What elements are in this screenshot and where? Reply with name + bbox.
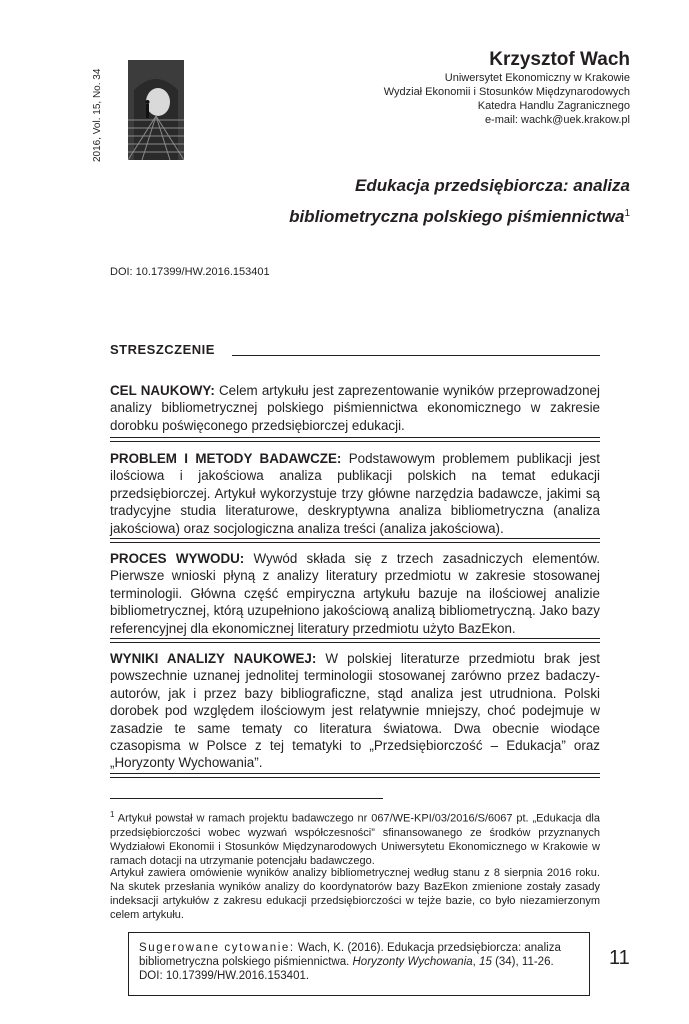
journal-cover-image xyxy=(128,60,184,160)
footnote-text: Artykuł zawiera omówienie wyników analizy bibliometrycznej według stanu z 8 sierpnia 2016 roku. Na skutek przesłania wyników analizy do koordynatorów bazy BazEkon zmienione zostały zasady indeksacji artykułów z zakresu edukacji przedsiębiorczości w tejże bazie, co było niezamierzonym celem artykułu. xyxy=(110,867,600,921)
section-text: Wywód składa się z trzech zasadniczych elementów. Pierwsze wnioski płyną z analizy literatury przedmiotu w zakresie stosowanej terminologii. Główna część empiryczna artykułu bazuje na ilościowej analizie bibliometrycznej, którą uzupełniono jakościową analizą bibliometryczną. Jako bazy referencyjnej dla ekonomicznej literatury przedmiotu użyto BazEkon. xyxy=(110,551,600,636)
summary-heading-rule xyxy=(232,355,600,356)
journal-volume-label: 2016, Vol. 15, No. 34 xyxy=(92,68,103,162)
abstract-section-results xyxy=(110,650,600,772)
abstract-section-process xyxy=(110,550,600,637)
abstract-section-aim xyxy=(110,382,600,434)
section-text: Podstawowym problemem publikacji jest ilościowa i jakościowa analiza publikacji polskich na temat edukacji przedsiębiorczej. Artykuł wykorzystuje trzy główne narzędzia badawcze, jakimi są tradycyjne studia literaturowe, deskryptywna analiza bibliometryczna (analiza jakościowa) oraz socjologiczna analiza treści (analiza jakościowa). xyxy=(110,451,600,536)
footnote-1 xyxy=(110,808,600,868)
section-label: PROBLEM I METODY BADAWCZE: xyxy=(110,451,342,466)
tunnel-figure-icon xyxy=(128,60,184,160)
citation-journal: Horyzonty Wychowania xyxy=(352,956,473,968)
section-divider xyxy=(110,773,600,778)
author-name: Krzysztof Wach xyxy=(489,49,630,70)
section-text: W polskiej literaturze przedmiotu brak jest powszechnie uznanej jednolitej terminologii stosowanej zarówno przez badaczy-autorów, jak i przez bazy bibliograficzne, stąd analiza jest utrudniona. Polski dorobek pod względem ilościowym jest relatywnie mniejszy, choć podejmuje w zasadzie te same tematy co literatura światowa. Dwa obecnie wiodące czasopisma w Polsce z tej tematyki to „Przedsiębiorczość – Edukacja” oraz „Horyzonty Wychowania”. xyxy=(110,651,600,771)
citation-text: Wach, K. (2016). Edukacja przedsiębiorcza: analiza bibliometryczna polskiego piśmiennictwa. xyxy=(139,942,561,968)
citation-issue-pages-doi: (34), 11-26. DOI: 10.17399/HW.2016.153401. xyxy=(139,956,554,982)
author-affiliation-university: Uniwersytet Ekonomiczny w Krakowie xyxy=(444,72,630,84)
author-email[interactable]: e-mail: wachk@uek.krakow.pl xyxy=(484,114,630,126)
author-block xyxy=(384,49,630,127)
citation-separator: , xyxy=(472,956,476,968)
abstract-section-problem-methods xyxy=(110,450,600,537)
title-footnote-mark[interactable]: 1 xyxy=(624,208,630,219)
article-title-line-1: Edukacja przedsiębiorcza: analiza xyxy=(355,176,630,195)
author-affiliation-faculty: Wydział Ekonomii i Stosunków Międzynarodowych xyxy=(383,86,630,98)
footnote-text: Artykuł powstał w ramach projektu badawczego nr 067/WE-KPI/03/2016/S/6067 pt. „Edukacja dla przedsiębiorczości wobec wyzwań współczesności” sfinansowanego ze środków przyznanych Wydziałowi Ekonomii i Stosunków Międzynarodowych Uniwersytetu Ekonomicznego w Krakowie w ramach dotacji na utrzymanie potencjału badawczego. xyxy=(110,812,600,867)
section-divider xyxy=(110,538,600,543)
footnote-1-continued xyxy=(110,866,600,922)
section-label: WYNIKI ANALIZY NAUKOWEJ: xyxy=(110,651,317,666)
doi: DOI: 10.17399/HW.2016.153401 xyxy=(110,266,270,278)
summary-heading: STRESZCZENIE xyxy=(110,342,215,357)
section-label: CEL NAUKOWY: xyxy=(110,383,215,398)
citation-lead: Sugerowane cytowanie: xyxy=(139,942,295,954)
citation-volume: 15 xyxy=(479,956,492,968)
footnote-separator xyxy=(110,798,383,799)
page-number: 11 xyxy=(609,947,630,969)
section-divider xyxy=(110,638,600,643)
author-affiliation-department: Katedra Handlu Zagranicznego xyxy=(477,100,630,112)
footnote-mark: 1 xyxy=(110,810,115,819)
section-label: PROCES WYWODU: xyxy=(110,551,245,566)
section-text: Celem artykułu jest zaprezentowanie wyników przeprowadzonej analizy bibliometrycznej polskiego piśmiennictwa ekonomicznego w zakresie dorobku poświęconego przedsiębiorczej edukacji. xyxy=(110,383,600,433)
suggested-citation-box xyxy=(128,932,590,996)
article-title-line-2: bibliometryczna polskiego piśmiennictwa xyxy=(289,207,625,226)
article-title xyxy=(190,172,630,231)
section-divider xyxy=(110,437,600,442)
